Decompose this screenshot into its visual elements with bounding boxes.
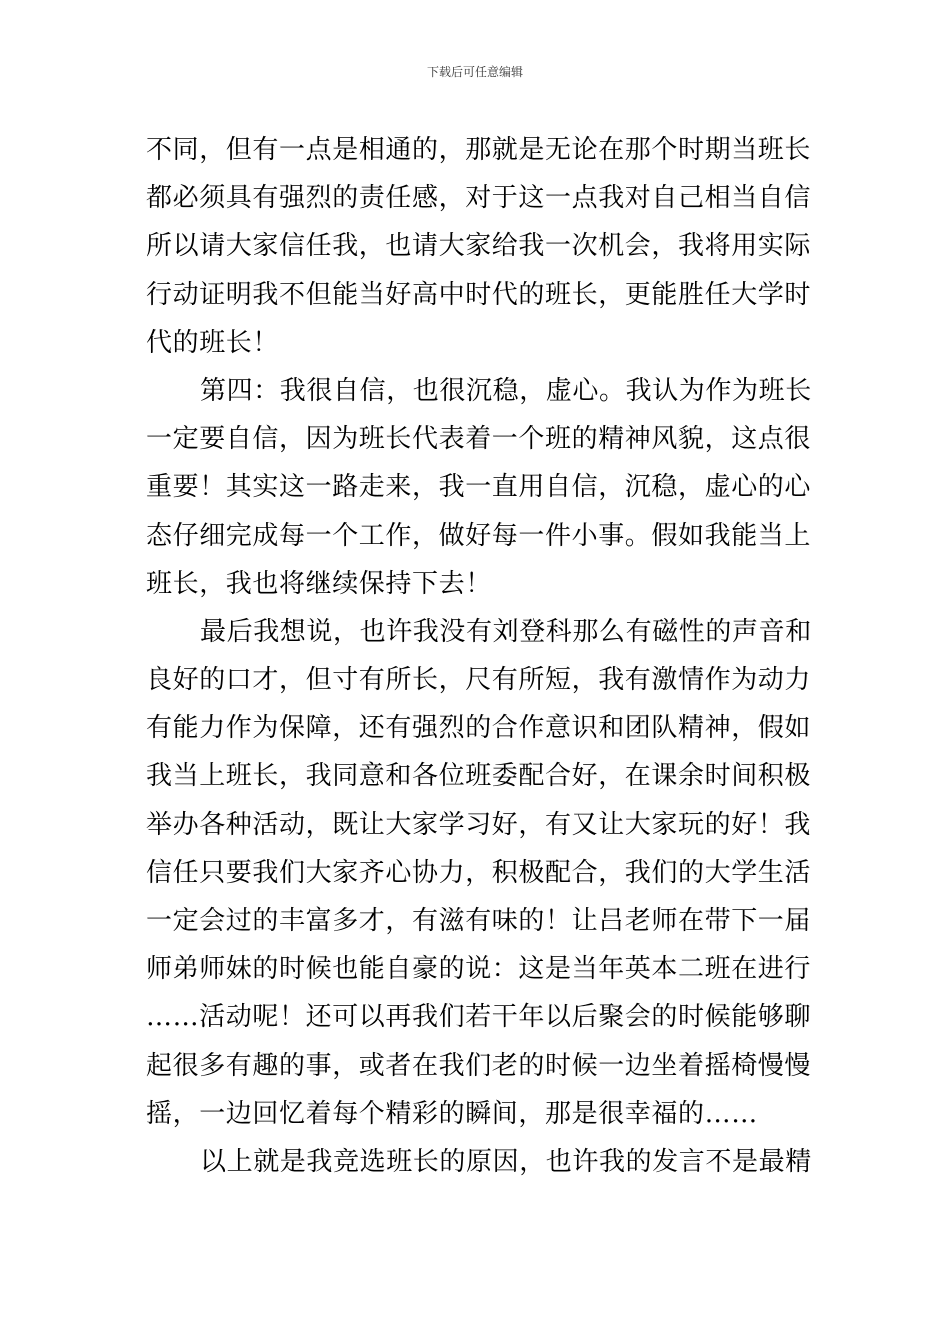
text-line: 所以请大家信任我，也请大家给我一次机会，我将用实际 xyxy=(146,231,812,262)
text-line: 班长，我也将继续保持下去！ xyxy=(146,568,492,599)
text-line: 代的班长！ xyxy=(146,327,280,358)
paragraph-start-line: 最后我想说，也许我没有刘登科那么有磁性的声音和 xyxy=(200,616,812,647)
document-body xyxy=(146,126,810,1186)
text-line: 态仔细完成每一个工作，做好每一件小事。假如我能当上 xyxy=(146,520,812,551)
text-line: 良好的口才，但寸有所长，尺有所短，我有激情作为动力 xyxy=(146,665,812,696)
paragraph-start-line: 以上就是我竞选班长的原因，也许我的发言不是最精 xyxy=(200,1146,812,1177)
text-line: 都必须具有强烈的责任感，对于这一点我对自己相当自信 xyxy=(146,183,812,214)
text-line: 重要！其实这一路走来，我一直用自信，沉稳，虚心的心 xyxy=(146,472,812,503)
text-line: 我当上班长，我同意和各位班委配合好，在课余时间积极 xyxy=(146,761,812,792)
paragraph-start-line: 第四：我很自信，也很沉稳，虚心。我认为作为班长 xyxy=(200,375,812,406)
text-line: 一定要自信，因为班长代表着一个班的精神风貌，这点很 xyxy=(146,424,812,455)
text-line: 一定会过的丰富多才，有滋有味的！让吕老师在带下一届 xyxy=(146,906,812,936)
text-line: 师弟师妹的时候也能自豪的说：这是当年英本二班在进行 xyxy=(146,954,812,985)
text-line: 行动证明我不但能当好高中时代的班长，更能胜任大学时 xyxy=(146,279,812,310)
text-line: 举办各种活动，既让大家学习好，有又让大家玩的好！我 xyxy=(146,809,812,840)
text-line: 有能力作为保障，还有强烈的合作意识和团队精神，假如 xyxy=(146,713,812,744)
text-line: 摇，一边回忆着每个精彩的瞬间，那是很幸福的…… xyxy=(146,1098,758,1129)
text-line: 不同，但有一点是相通的，那就是无论在那个时期当班长 xyxy=(146,135,812,165)
page-header: 下载后可任意编辑 xyxy=(426,65,523,79)
text-line: ……活动呢！还可以再我们若干年以后聚会的时候能够聊 xyxy=(146,1002,812,1033)
text-line: 起很多有趣的事，或者在我们老的时候一边坐着摇椅慢慢 xyxy=(146,1050,812,1081)
text-line: 信任只要我们大家齐心协力，积极配合，我们的大学生活 xyxy=(146,857,812,888)
